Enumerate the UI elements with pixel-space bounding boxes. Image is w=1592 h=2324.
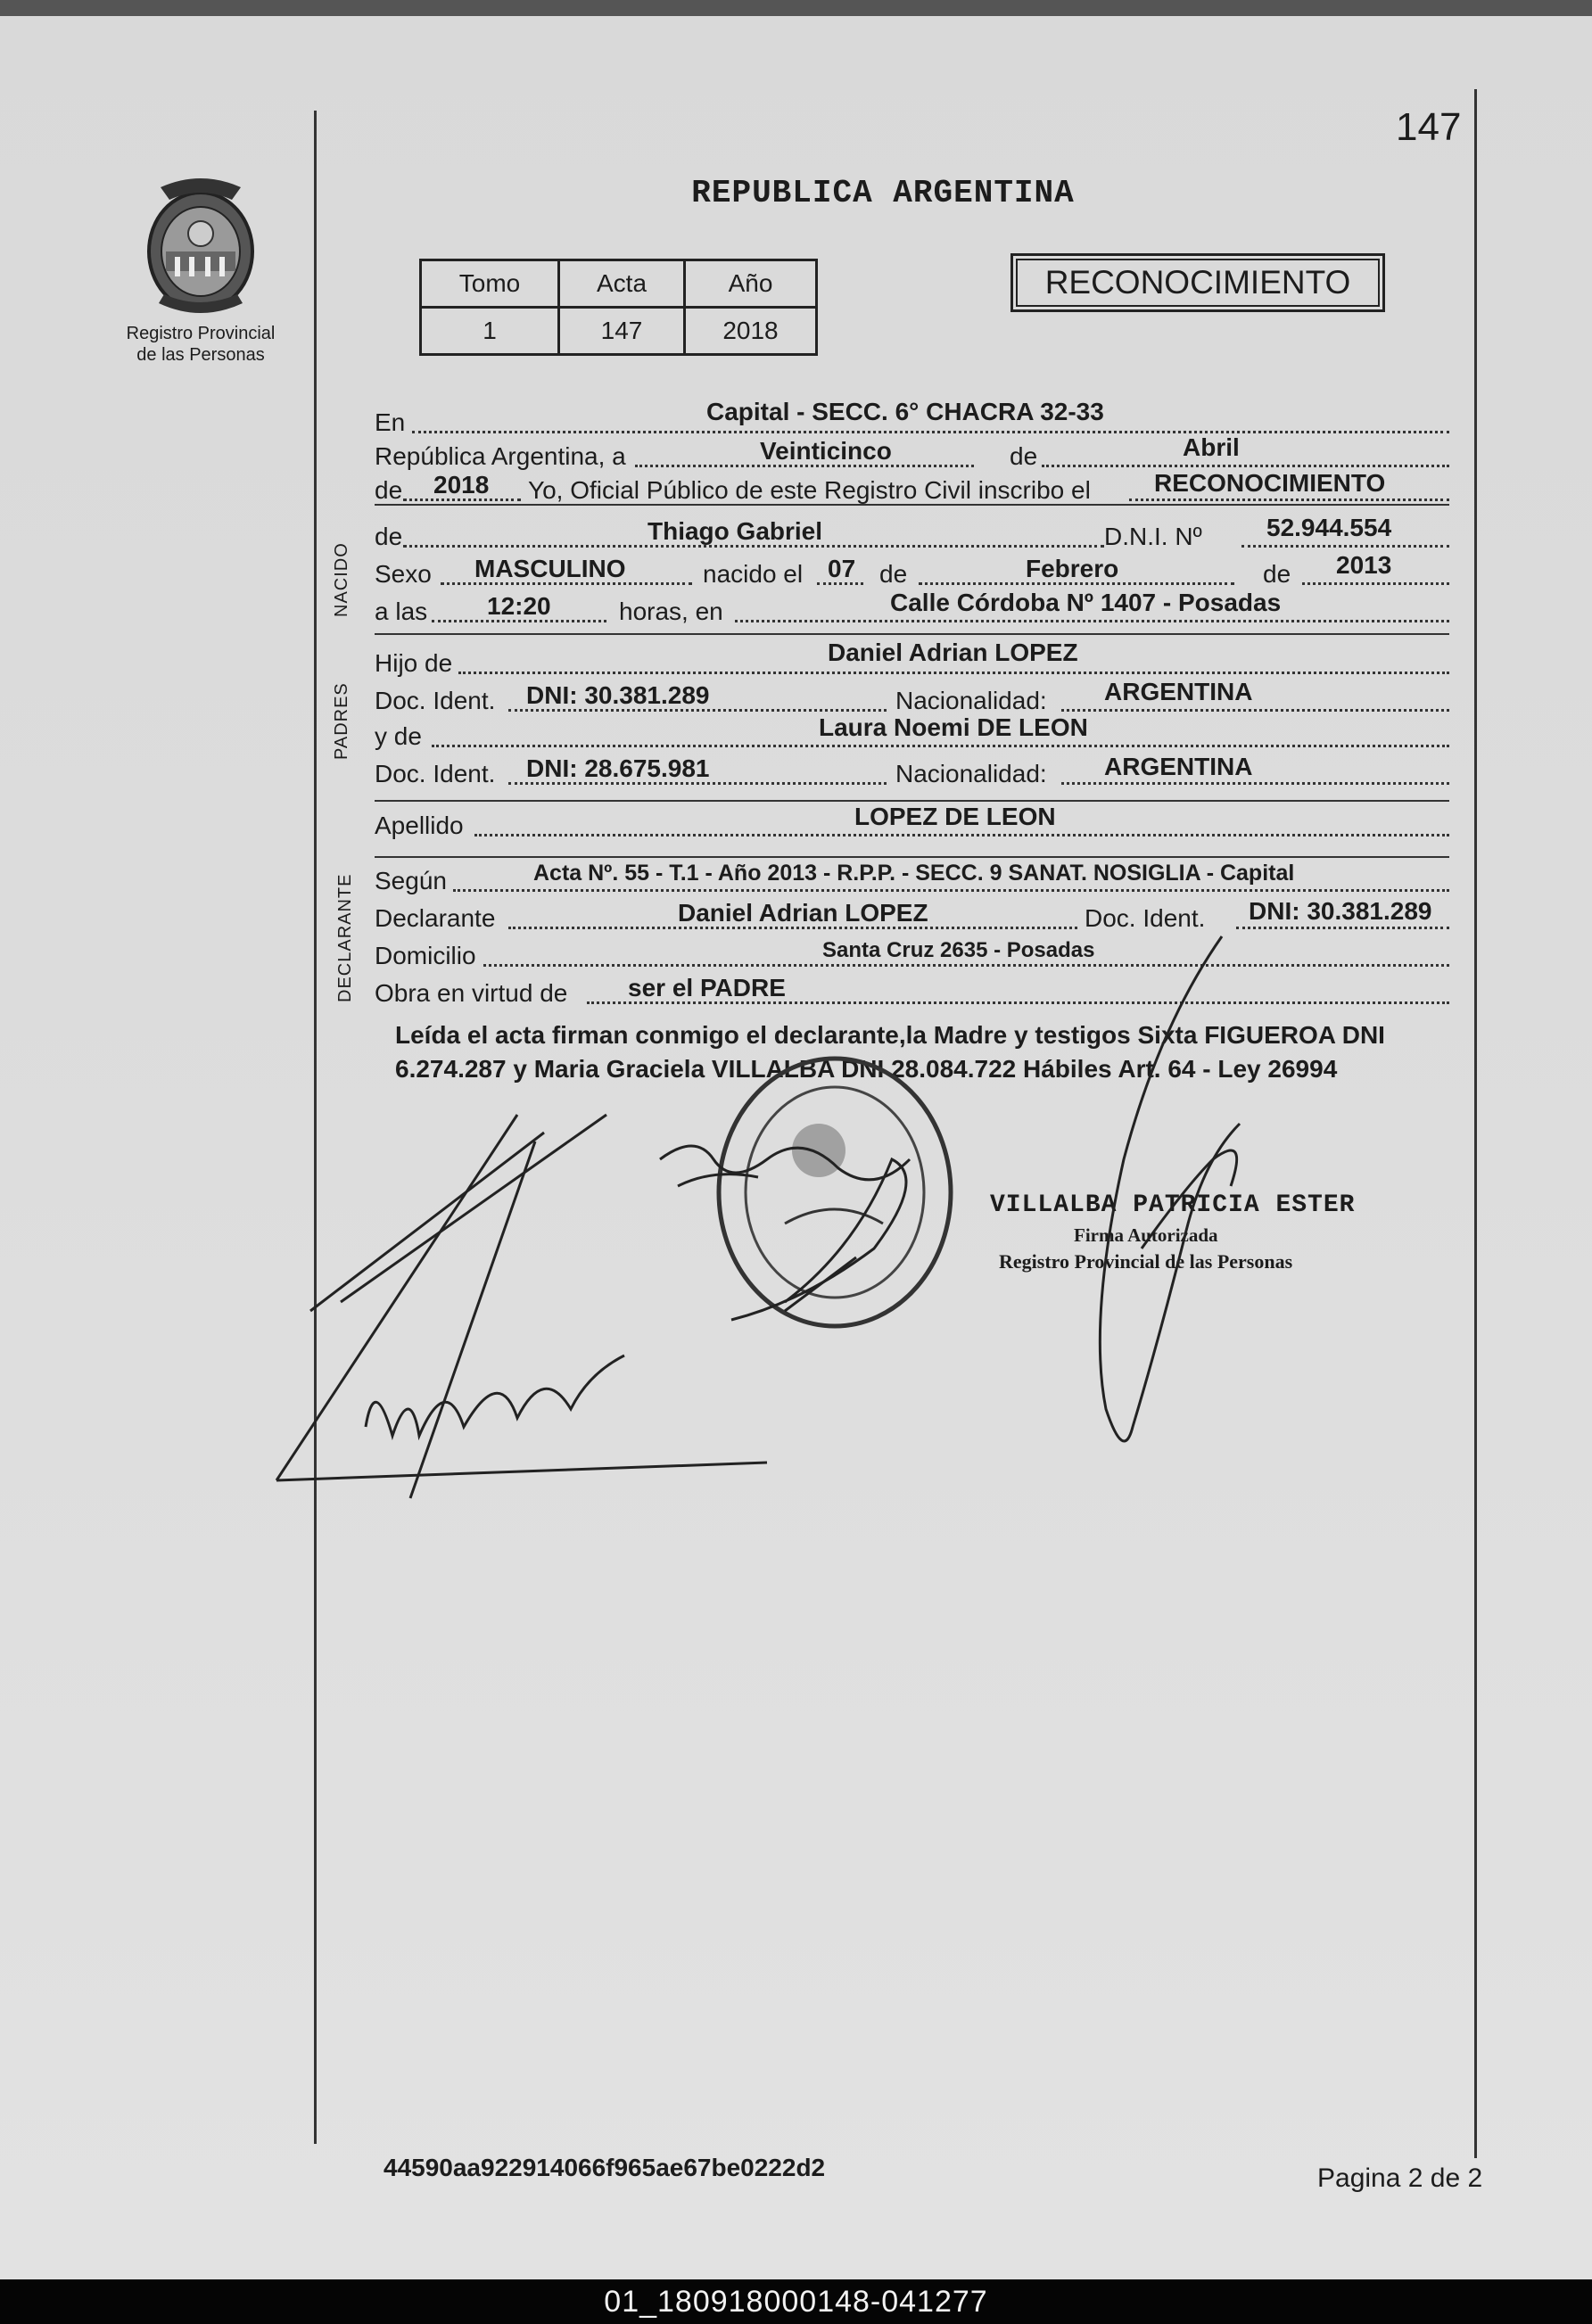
label-inscribo: Yo, Oficial Público de este Registro Civil inscribo el bbox=[528, 476, 1091, 504]
value-dia: Veinticinco bbox=[760, 437, 892, 465]
page-of-indicator: Pagina 2 de 2 bbox=[1317, 2163, 1483, 2193]
label-nacionalidad-madre: Nacionalidad: bbox=[895, 760, 1047, 787]
value-obra: ser el PADRE bbox=[628, 974, 786, 1001]
side-label-padres: PADRES bbox=[332, 682, 351, 760]
value-madre: Laura Noemi DE LEON bbox=[819, 713, 1088, 741]
label-de-nombre: de bbox=[375, 523, 403, 550]
value-segun: Acta Nº. 55 - T.1 - Año 2013 - R.P.P. - SECC. 9 SANAT. NOSIGLIA - Capital bbox=[533, 861, 1295, 886]
value-domicilio: Santa Cruz 2635 - Posadas bbox=[822, 938, 1095, 962]
label-apellido: Apellido bbox=[375, 812, 464, 839]
act-type-box: RECONOCIMIENTO bbox=[1010, 253, 1385, 312]
label-de-mes-nacimiento: de bbox=[879, 560, 908, 588]
document-hash: 44590aa922914066f965ae67be0222d2 bbox=[384, 2154, 826, 2181]
label-segun: Según bbox=[375, 867, 447, 894]
value-padre: Daniel Adrian LOPEZ bbox=[828, 639, 1078, 666]
value-lugar: Capital - SECC. 6° CHACRA 32-33 bbox=[706, 398, 1104, 425]
declarant-signature-icon bbox=[276, 1115, 767, 1498]
value-anio: 2018 bbox=[433, 471, 490, 499]
side-label-declarante: DECLARANTE bbox=[335, 873, 355, 1002]
label-hijo-de: Hijo de bbox=[375, 649, 453, 677]
officer-role: Firma Autorizada bbox=[1074, 1224, 1218, 1246]
value-dni-declarante: DNI: 30.381.289 bbox=[1249, 897, 1432, 925]
value-apellido: LOPEZ DE LEON bbox=[854, 803, 1056, 830]
value-dia-nacimiento: 07 bbox=[828, 555, 856, 582]
registry-value-tomo: 1 bbox=[421, 308, 559, 355]
label-horas-en: horas, en bbox=[619, 597, 723, 625]
label-nacido-el: nacido el bbox=[703, 560, 804, 588]
label-y-de: y de bbox=[375, 722, 422, 750]
label-nacionalidad-padre: Nacionalidad: bbox=[895, 687, 1047, 714]
value-lugar-nacimiento: Calle Córdoba Nº 1407 - Posadas bbox=[890, 589, 1282, 616]
side-label-nacido: NACIDO bbox=[332, 542, 351, 617]
registry-value-acta: 147 bbox=[559, 308, 685, 355]
label-sexo: Sexo bbox=[375, 560, 432, 588]
label-dni: D.N.I. Nº bbox=[1104, 523, 1202, 550]
value-tipo-inscripcion: RECONOCIMIENTO bbox=[1154, 469, 1386, 497]
label-doc-ident-madre: Doc. Ident. bbox=[375, 760, 496, 787]
registry-header-tomo: Tomo bbox=[421, 260, 559, 308]
value-nombre: Thiago Gabriel bbox=[648, 517, 823, 545]
page-number: 147 bbox=[1396, 105, 1462, 149]
value-sexo: MASCULINO bbox=[474, 555, 626, 582]
registry-value-anio: 2018 bbox=[685, 308, 817, 355]
label-de-mes: de bbox=[1010, 442, 1038, 470]
value-mes-nacimiento: Febrero bbox=[1026, 555, 1119, 582]
label-obra: Obra en virtud de bbox=[375, 979, 568, 1007]
closing-statement: Leída el acta firman conmigo el declarante,la Madre y testigos Sixta FIGUEROA DNI 6.274.287 y Maria Graciela VILLALBA DNI 28.084.722 Hábiles Art. 64 - Ley 26994 bbox=[395, 1021, 1385, 1083]
label-doc-ident-padre: Doc. Ident. bbox=[375, 687, 496, 714]
officer-institution: Registro Provincial de las Personas bbox=[999, 1250, 1293, 1273]
officer-signature-icon bbox=[1100, 936, 1240, 1441]
value-hora: 12:20 bbox=[487, 592, 551, 620]
label-declarante: Declarante bbox=[375, 904, 496, 932]
officer-name: VILLALBA PATRICIA ESTER bbox=[990, 1191, 1356, 1219]
value-nacionalidad-madre: ARGENTINA bbox=[1104, 753, 1253, 780]
logo-caption-line2: de las Personas bbox=[136, 345, 265, 365]
label-a-las: a las bbox=[375, 597, 428, 625]
value-anio-nacimiento: 2013 bbox=[1336, 551, 1392, 579]
value-dni-madre: DNI: 28.675.981 bbox=[526, 754, 710, 782]
label-en: En bbox=[375, 408, 406, 436]
label-doc-ident-declarante: Doc. Ident. bbox=[1085, 904, 1206, 932]
label-de-anio: de bbox=[375, 476, 403, 504]
value-mes: Abril bbox=[1183, 433, 1240, 461]
value-dni-nacido: 52.944.554 bbox=[1266, 514, 1392, 541]
scan-id-footer: 01_180918000148-041277 bbox=[0, 2279, 1592, 2324]
label-republica: República Argentina, a bbox=[375, 442, 626, 470]
registry-header-acta: Acta bbox=[559, 260, 685, 308]
value-dni-padre: DNI: 30.381.289 bbox=[526, 681, 710, 709]
registry-header-anio: Año bbox=[685, 260, 817, 308]
label-de-anio-nacimiento: de bbox=[1263, 560, 1291, 588]
value-nacionalidad-padre: ARGENTINA bbox=[1104, 678, 1253, 705]
mother-signature-icon bbox=[660, 1146, 910, 1186]
label-domicilio: Domicilio bbox=[375, 942, 476, 969]
document-title: REPUBLICA ARGENTINA bbox=[691, 175, 1075, 211]
official-round-stamp-icon bbox=[719, 1059, 951, 1326]
logo-caption-line1: Registro Provincial bbox=[126, 324, 276, 343]
value-declarante: Daniel Adrian LOPEZ bbox=[678, 899, 928, 927]
